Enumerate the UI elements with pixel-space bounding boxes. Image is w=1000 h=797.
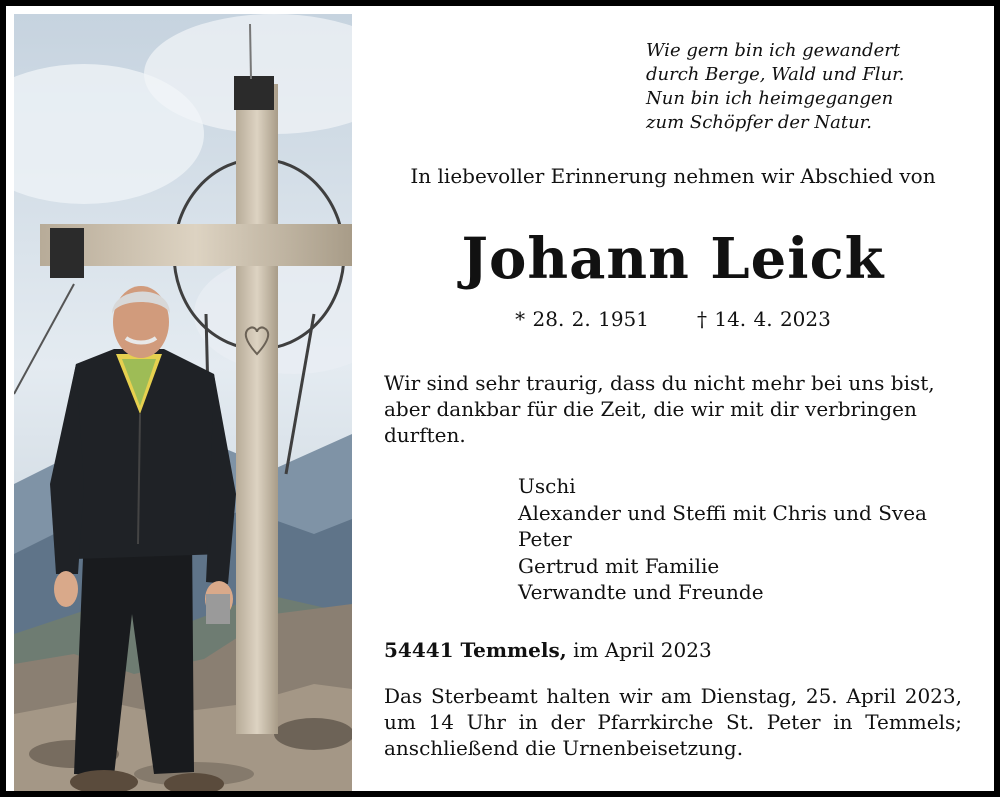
message-line: aber dankbar für die Zeit, die wir mit dir verbringen (384, 397, 917, 421)
poem-line: Nun bin ich heimgegangen (646, 88, 894, 109)
service-info (384, 683, 962, 761)
mourner: Alexander und Steffi mit Chris und Svea (518, 500, 927, 525)
poem-line: Wie gern bin ich gewandert (646, 40, 901, 61)
mourner: Verwandte und Freunde (518, 580, 764, 604)
poem-line: zum Schöpfer der Natur. (646, 112, 873, 133)
deceased-name: Johann Leick (461, 226, 885, 292)
place-date-line (384, 638, 712, 662)
poem-line: durch Berge, Wald und Flur. (646, 64, 905, 85)
message-line: durften. (384, 423, 466, 447)
life-dates (352, 307, 994, 331)
birth-date: * 28. 2. 1951 (515, 307, 649, 331)
mourner: Gertrud mit Familie (518, 553, 720, 578)
poem (646, 39, 966, 135)
mourners-list (518, 473, 927, 606)
service-line: anschließend die Urnenbeisetzung. (384, 736, 744, 760)
service-line: Das Sterbeamt halten wir am Dienstag, 25. April 2023, (384, 684, 962, 708)
mourner: Uschi (518, 474, 576, 498)
death-date: † 14. 4. 2023 (697, 307, 831, 331)
mourner: Peter (518, 527, 572, 551)
condolence-message (384, 370, 974, 448)
place-date: im April 2023 (573, 638, 712, 662)
service-line: um 14 Uhr in der Pfarrkirche St. Peter in Temmels; (384, 710, 962, 734)
obituary-text (352, 6, 994, 791)
message-line: Wir sind sehr traurig, dass du nicht mehr bei uns bist, (384, 371, 935, 395)
place-town: 54441 Temmels, (384, 638, 567, 662)
intro-text: In liebevoller Erinnerung nehmen wir Abschied von (410, 164, 936, 188)
portrait-photo (14, 14, 352, 795)
